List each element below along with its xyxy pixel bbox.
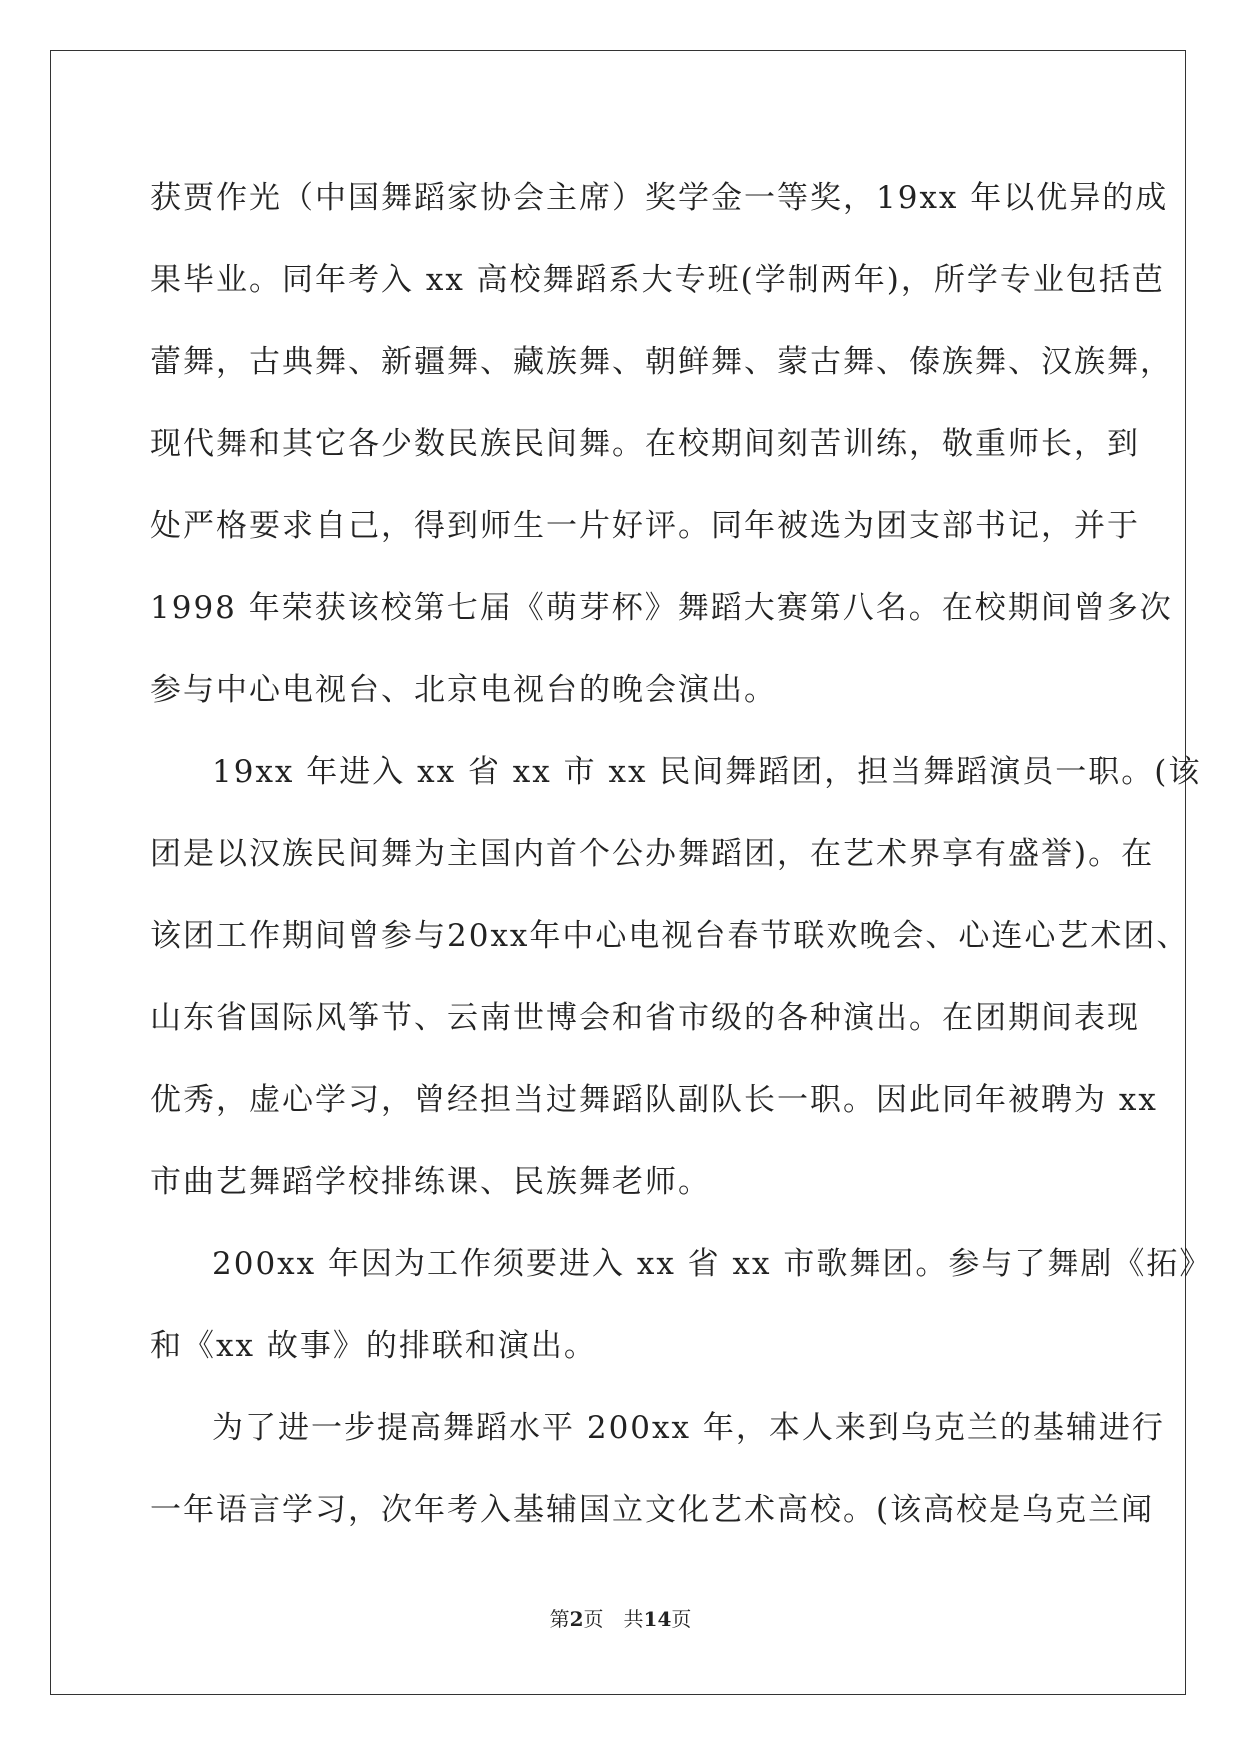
paragraph-start-line: 200xx 年因为工作须要进入 xx 省 xx 市歌舞团。参与了舞剧《拓》 (212, 1246, 1213, 1282)
text-line: 蕾舞，古典舞、新疆舞、藏族舞、朝鲜舞、蒙古舞、傣族舞、汉族舞， (150, 344, 1173, 380)
text-line: 团是以汉族民间舞为主国内首个公办舞蹈团，在艺术界享有盛誉)。在 (150, 836, 1155, 872)
text-line: 果毕业。同年考入 xx 高校舞蹈系大专班(学制两年)，所学专业包括芭 (150, 262, 1165, 298)
total-page-count: 14 (643, 1607, 672, 1631)
text-line: 一年语言学习，次年考入基辅国立文化艺术高校。(该高校是乌克兰闻 (150, 1492, 1155, 1528)
text-line: 优秀，虚心学习，曾经担当过舞蹈队副队长一职。因此同年被聘为 xx (150, 1082, 1158, 1118)
paragraph-start-line: 为了进一步提高舞蹈水平 200xx 年，本人来到乌克兰的基辅进行 (212, 1410, 1165, 1446)
text-line: 参与中心电视台、北京电视台的晚会演出。 (150, 672, 777, 708)
text-line: 和《xx 故事》的排联和演出。 (150, 1328, 597, 1364)
text-line: 获贾作光（中国舞蹈家协会主席）奖学金一等奖，19xx 年以优异的成 (150, 180, 1169, 216)
page-footer (0, 1603, 1241, 1632)
footer-suffix: 页 (671, 1607, 692, 1631)
text-line: 1998 年荣获该校第七届《萌芽杯》舞蹈大赛第八名。在校期间曾多次 (150, 590, 1173, 626)
current-page-number: 2 (569, 1607, 584, 1631)
document-body (150, 157, 1213, 1551)
text-line: 市曲艺舞蹈学校排练课、民族舞老师。 (150, 1164, 711, 1200)
text-line: 该团工作期间曾参与20xx年中心电视台春节联欢晚会、心连心艺术团、 (150, 918, 1190, 954)
paragraph-start-line: 19xx 年进入 xx 省 xx 市 xx 民间舞蹈团，担当舞蹈演员一职。(该 (212, 754, 1202, 790)
text-line: 现代舞和其它各少数民族民间舞。在校期间刻苦训练，敬重师长，到 (150, 426, 1140, 462)
footer-middle: 页 共 (583, 1607, 644, 1631)
text-line: 山东省国际风筝节、云南世博会和省市级的各种演出。在团期间表现 (150, 1000, 1140, 1036)
text-line: 处严格要求自己，得到师生一片好评。同年被选为团支部书记，并于 (150, 508, 1140, 544)
footer-prefix: 第 (549, 1607, 570, 1631)
